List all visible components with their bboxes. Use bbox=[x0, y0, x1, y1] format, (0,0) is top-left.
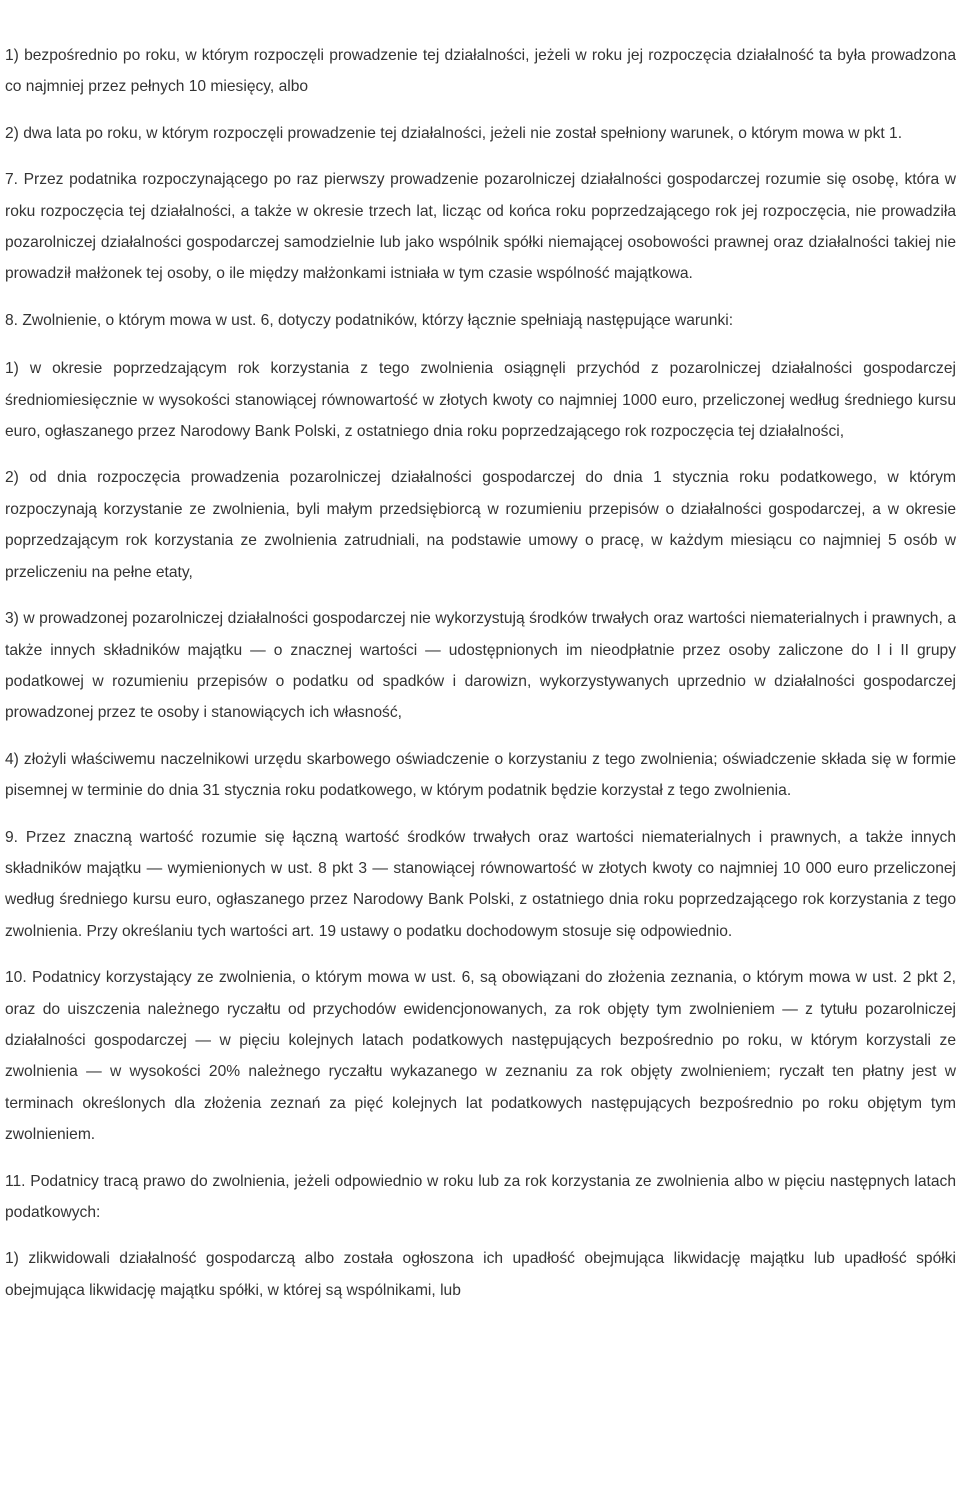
paragraph-point-2: 2) dwa lata po roku, w którym rozpoczęli prowadzenie tej działalności, jeżeli nie został spełniony warunek, o którym mowa w pkt 1. bbox=[5, 124, 903, 142]
paragraph-section-8-point-3: 3) w prowadzonej pozarolniczej działalności gospodarczej nie wykorzystują środków trwałych oraz wartości niematerialnych i prawnych, a także innych składników majątku — o znacznej wartości — udostępnionych im nieodpłatnie przez osoby zaliczone do I i II grupy podatkowej w rozumieniu przepisów o podatku od spadków i darowizn, wykorzystywanych uprzednio w działalności gospodarczej prowadzonej przez te osoby i stanowiących ich własność, bbox=[5, 610, 956, 722]
paragraph-section-8-point-1: 1) w okresie poprzedzającym rok korzystania z tego zwolnienia osiągnęli przychód z pozarolniczej działalności gospodarczej średniomiesięcznie w wysokości stanowiącej równowartość w złotych kwoty co najmniej 1000 euro, przeliczonej według średniego kursu euro, ogłaszanego przez Narodowy Bank Polski, z ostatniego dnia roku poprzedzającego rok rozpoczęcia tej działalności, bbox=[5, 360, 956, 441]
paragraph-section-10: 10. Podatnicy korzystający ze zwolnienia, o którym mowa w ust. 6, są obowiązani do złożenia zeznania, o którym mowa w ust. 2 pkt 2, oraz do uiszczenia należnego ryczałtu od przychodów ewidencjonowanych, za rok objęty tym zwolnieniem — z tytułu pozarolniczej działalności gospodarczej — w pięciu kolejnych latach podatkowych następujących bezpośrednio po roku, w którym korzystali ze zwolnienia — w wysokości 20% należnego ryczałtu wykazanego w zeznaniu za rok objęty zwolnieniem; ryczałt ten płatny jest w terminach określonych dla złożenia zeznań za pięć kolejnych lat podatkowych następujących bezpośrednio po roku objętym tym zwolnieniem. bbox=[5, 969, 956, 1144]
paragraph-section-8-point-2: 2) od dnia rozpoczęcia prowadzenia pozarolniczej działalności gospodarczej do dnia 1 stycznia roku podatkowego, w którym rozpoczynają korzystanie ze zwolnienia, byli małym przedsiębiorcą w rozumieniu przepisów o działalności gospodarczej, a w okresie poprzedzającym rok korzystania ze zwolnienia zatrudniali, na podstawie umowy o pracę, w każdym miesiącu co najmniej 5 osób w przeliczeniu na pełne etaty, bbox=[5, 469, 956, 581]
paragraph-section-8-point-4: 4) złożyli właściwemu naczelnikowi urzędu skarbowego oświadczenie o korzystaniu z tego zwolnienia; oświadczenie składa się w formie pisemnej w terminie do dnia 31 stycznia roku podatkowego, w którym podatnik będzie korzystał z tego zwolnienia. bbox=[5, 750, 956, 800]
document-page bbox=[0, 40, 960, 1511]
paragraph-section-11-point-1: 1) zlikwidowali działalność gospodarczą albo została ogłoszona ich upadłość obejmująca likwidację majątku lub upadłość spółki obejmująca likwidację majątku spółki, w której są wspólnikami, lub bbox=[5, 1250, 956, 1299]
paragraph-section-7: 7. Przez podatnika rozpoczynającego po raz pierwszy prowadzenie pozarolniczej działalności gospodarczej rozumie się osobę, która w roku rozpoczęcia tej działalności, a także w okresie trzech lat, licząc od końca roku poprzedzającego rok jej rozpoczęcia, nie prowadziła pozarolniczej działalności gospodarczej samodzielnie lub jako wspólnik spółki niemającej osobowości prawnej oraz działalności takiej nie prowadził małżonek tej osoby, o ile między małżonkami istniała w tym czasie wspólność majątkowa. bbox=[5, 171, 956, 283]
paragraph-section-11: 11. Podatnicy tracą prawo do zwolnienia, jeżeli odpowiednio w roku lub za rok korzystania ze zwolnienia albo w pięciu następnych latach podatkowych: bbox=[5, 1172, 956, 1221]
paragraph-point-1: 1) bezpośrednio po roku, w którym rozpoczęli prowadzenie tej działalności, jeżeli w roku jej rozpoczęcia działalność ta była prowadzona co najmniej przez pełnych 10 miesięcy, albo bbox=[5, 47, 956, 96]
paragraph-section-8: 8. Zwolnienie, o którym mowa w ust. 6, dotyczy podatników, którzy łącznie spełniają następujące warunki: bbox=[5, 311, 734, 329]
paragraph-section-9: 9. Przez znaczną wartość rozumie się łączną wartość środków trwałych oraz wartości niematerialnych i prawnych, a także innych składników majątku — wymienionych w ust. 8 pkt 3 — stanowiącej równowartość w złotych kwoty co najmniej 10 000 euro przeliczonej według średniego kursu euro, ogłaszanego przez Narodowy Bank Polski, z ostatniego dnia roku poprzedzającego rok korzystania z tego zwolnienia. Przy określaniu tych wartości art. 19 ustawy o podatku dochodowym stosuje się odpowiednio. bbox=[5, 828, 956, 940]
